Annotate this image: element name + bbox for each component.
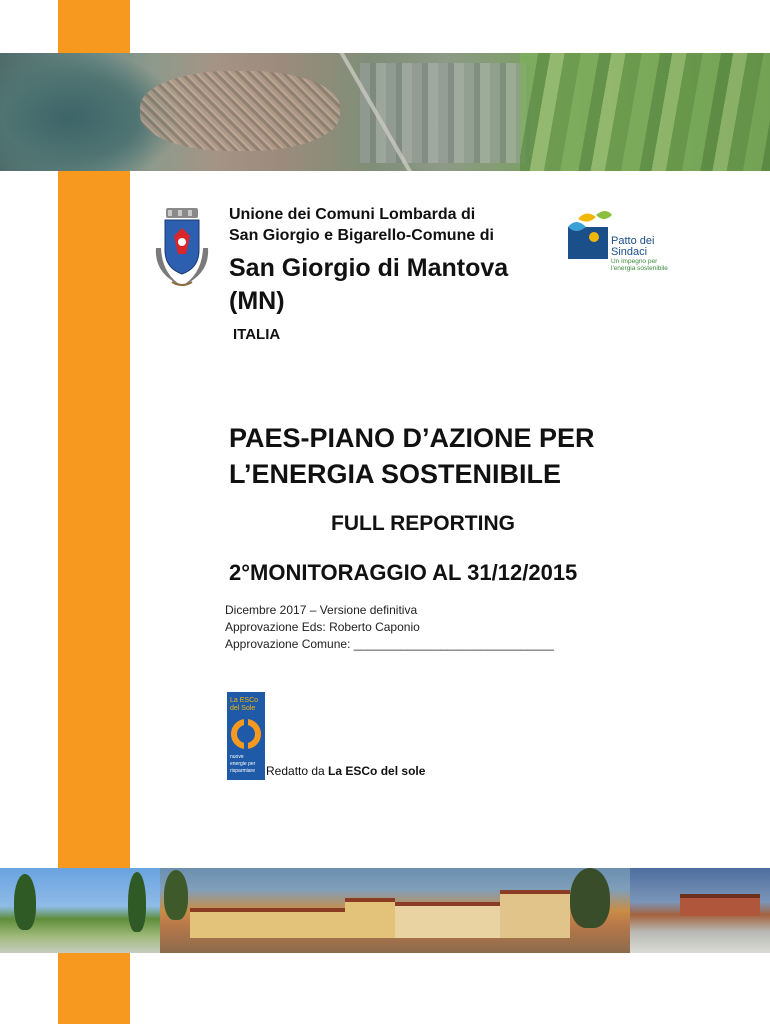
svg-text:risparmiare: risparmiare bbox=[230, 768, 256, 774]
villa-photo bbox=[160, 868, 630, 953]
approval-comune: Approvazione Comune: ______________________________ bbox=[225, 637, 554, 651]
municipality-header bbox=[229, 204, 559, 343]
municipality-title-line1: San Giorgio di Mantova bbox=[229, 254, 509, 282]
credits-line bbox=[266, 764, 425, 778]
aerial-photo-banner bbox=[0, 53, 770, 171]
document-meta bbox=[225, 602, 554, 653]
municipal-crest-icon bbox=[152, 208, 212, 290]
monitoring-date: 2°MONITORAGGIO AL 31/12/2015 bbox=[229, 560, 578, 585]
union-name-line2: San Giorgio e Bigarello-Comune di bbox=[229, 227, 494, 244]
document-title: PAES-PIANO D’AZIONE PER L’ENERGIA SOSTENIBILE bbox=[229, 423, 595, 489]
municipality-title-line2: (MN) bbox=[229, 287, 285, 315]
esco-del-sole-logo-icon bbox=[227, 692, 265, 780]
approval-eds: Approvazione Eds: Roberto Caponio bbox=[225, 620, 420, 634]
credits-prefix: Redatto da bbox=[266, 764, 329, 778]
svg-text:del Sole: del Sole bbox=[230, 705, 256, 712]
civic-center-photo bbox=[630, 868, 770, 953]
credits-author: La ESCo del sole bbox=[328, 764, 426, 778]
union-name-line1: Unione dei Comuni Lombarda di bbox=[229, 206, 476, 223]
date-version: Dicembre 2017 – Versione definitiva bbox=[225, 603, 418, 617]
country-label: ITALIA bbox=[233, 326, 281, 343]
bottom-photo-strip bbox=[0, 868, 770, 953]
svg-text:energie per: energie per bbox=[230, 761, 256, 767]
park-photo bbox=[0, 868, 160, 953]
svg-text:nuove: nuove bbox=[230, 754, 244, 760]
patto-logo-text: Patto dei Sindaci Un impegno per l'energia sostenibile bbox=[611, 235, 668, 272]
svg-text:La ESCo: La ESCo bbox=[230, 697, 259, 704]
document-subtitle: FULL REPORTING bbox=[331, 512, 515, 535]
